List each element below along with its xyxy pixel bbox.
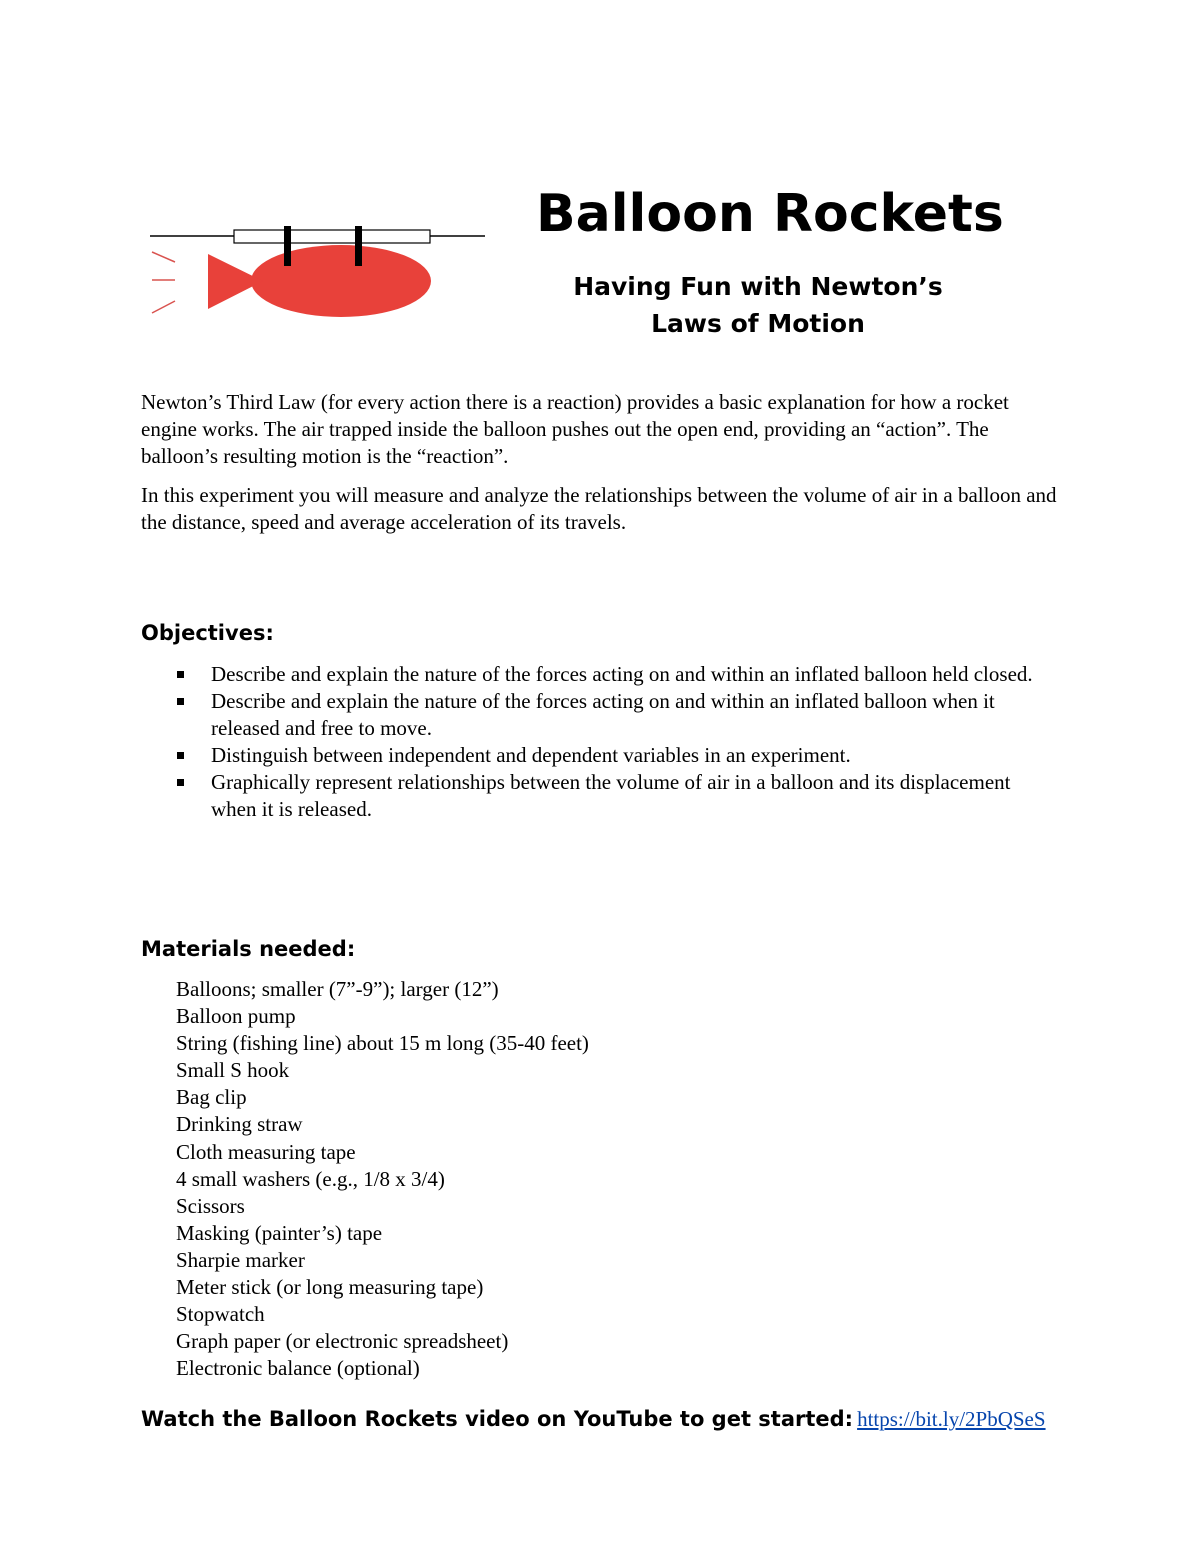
tape-strip-left — [284, 226, 291, 266]
thrust-line-bottom — [152, 301, 175, 313]
objective-item — [175, 688, 1045, 742]
material-item: Balloons; smaller (7”-9”); larger (12”) — [176, 977, 499, 1001]
material-item: Masking (painter’s) tape — [176, 1220, 383, 1245]
material-item: Graph paper (or electronic spreadsheet) — [176, 1329, 509, 1354]
material-item: Drinking straw — [176, 1112, 303, 1137]
square-bullet-icon — [177, 671, 184, 678]
material-item: Sharpie marker — [176, 1247, 305, 1272]
balloon-nozzle — [208, 254, 263, 309]
objective-text: Graphically represent relationships between the volume of air in a balloon and its displacement when it is released. — [211, 770, 1011, 821]
materials-list — [176, 976, 589, 1382]
material-item: Balloon pump — [176, 1004, 296, 1029]
thrust-line-top — [152, 252, 175, 262]
video-callout-text: Watch the Balloon Rockets video on YouTube to get started: — [141, 1407, 854, 1431]
material-item: Scissors — [176, 1193, 245, 1218]
objective-item — [175, 769, 1045, 823]
square-bullet-icon — [177, 752, 184, 759]
subtitle-line-2: Laws of Motion — [651, 309, 865, 338]
materials-heading: Materials needed: — [141, 937, 356, 961]
video-callout — [141, 1407, 1046, 1432]
square-bullet-icon — [177, 779, 184, 786]
material-item: Bag clip — [176, 1085, 247, 1110]
objective-text: Describe and explain the nature of the forces acting on and within an inflated balloon when it released and free to move. — [211, 689, 995, 740]
page-subtitle — [538, 268, 978, 342]
balloon-body — [251, 245, 431, 317]
balloon-rocket-icon — [145, 218, 490, 320]
material-item: Electronic balance (optional) — [176, 1356, 420, 1381]
straw — [234, 230, 430, 243]
objectives-heading: Objectives: — [141, 621, 274, 645]
objectives-list — [175, 661, 1045, 823]
material-item: Stopwatch — [176, 1302, 265, 1327]
objective-item — [175, 661, 1045, 688]
material-item: Cloth measuring tape — [176, 1139, 356, 1164]
material-item: Small S hook — [176, 1058, 290, 1083]
material-item: String (fishing line) about 15 m long (35-40 feet) — [176, 1031, 589, 1056]
intro-paragraph: Newton’s Third Law (for every action there is a reaction) provides a basic explanation for how a rocket engine works. The air trapped inside the balloon pushes out the open end, providing an “action”. The balloon’s resulting motion is the “reaction”. — [141, 390, 1009, 468]
objective-text: Describe and explain the nature of the forces acting on and within an inflated balloon held closed. — [211, 662, 1033, 686]
tape-strip-right — [355, 226, 362, 266]
square-bullet-icon — [177, 698, 184, 705]
experiment-paragraph: In this experiment you will measure and analyze the relationships between the volume of air in a balloon and the distance, speed and average acceleration of its travels. — [141, 483, 1057, 534]
page-title: Balloon Rockets — [536, 184, 1004, 244]
material-item: 4 small washers (e.g., 1/8 x 3/4) — [176, 1166, 445, 1191]
subtitle-line-1: Having Fun with Newton’s — [573, 272, 943, 301]
objective-item — [175, 742, 1045, 769]
material-item: Meter stick (or long measuring tape) — [176, 1275, 484, 1300]
objective-text: Distinguish between independent and dependent variables in an experiment. — [211, 743, 851, 767]
video-link[interactable]: https://bit.ly/2PbQSeS — [857, 1407, 1046, 1431]
